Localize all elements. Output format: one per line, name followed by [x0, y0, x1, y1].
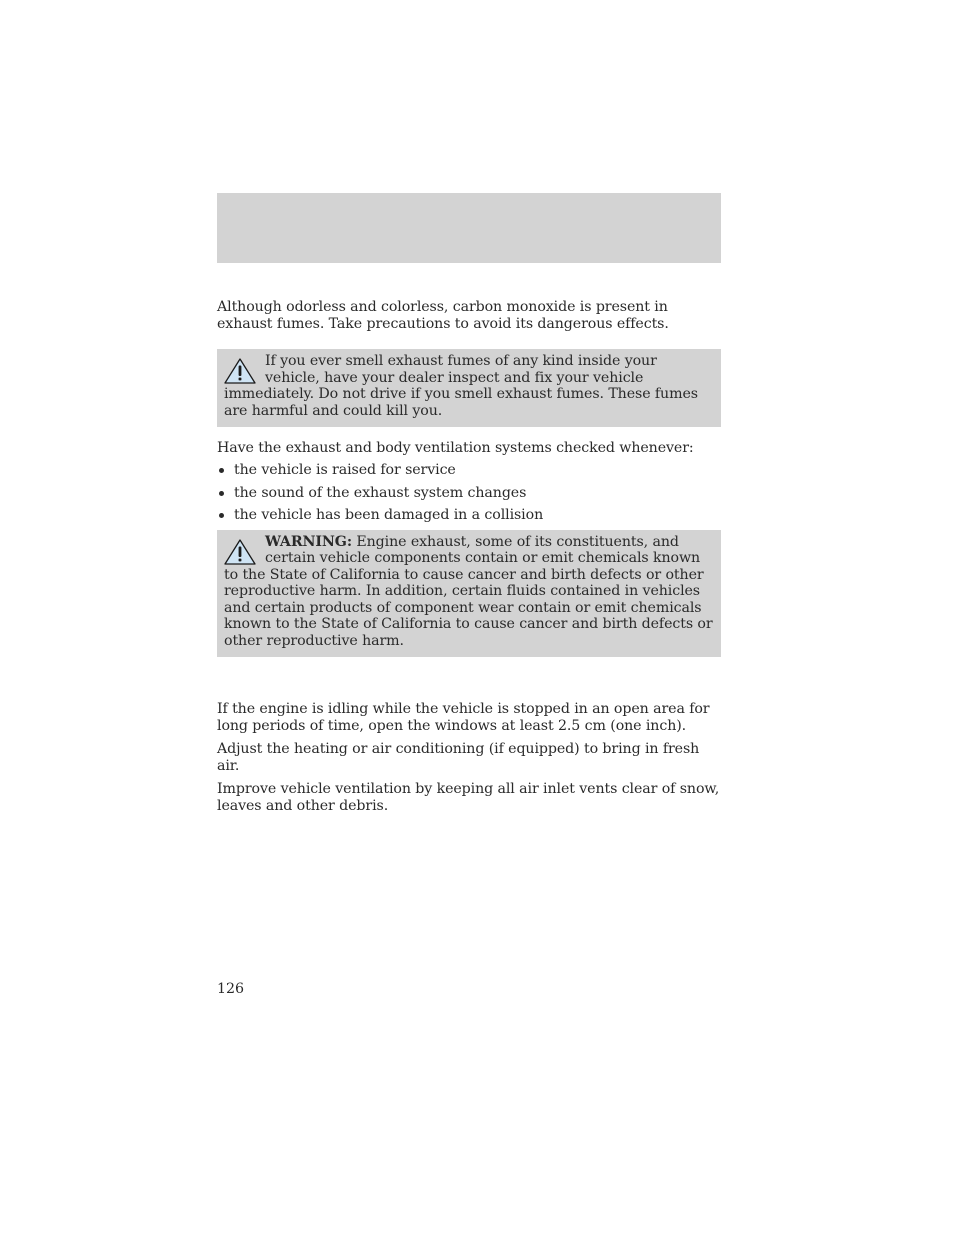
list-item-text: the vehicle has been damaged in a collision — [234, 507, 544, 523]
check-conditions-list — [217, 462, 721, 524]
exhaust-fumes-warning-text: If you ever smell exhaust fumes of any kind inside your vehicle, have your dealer inspect and fix your vehicle immediately. Do not drive if you smell exhaust fumes. These fumes are harmful and could kill you. — [224, 353, 698, 419]
page-content — [217, 299, 721, 815]
intro-paragraph: Although odorless and colorless, carbon monoxide is present in exhaust fumes. Take precautions to avoid its dangerous effects. — [217, 299, 669, 332]
section-header-band — [217, 193, 721, 263]
idling-paragraph: If the engine is idling while the vehicle is stopped in an open area for long periods of time, open the windows at least 2.5 cm (one inch). — [217, 701, 710, 734]
list-item-text: the vehicle is raised for service — [234, 462, 456, 478]
bullet-icon — [219, 513, 224, 518]
warning-triangle-icon — [223, 357, 257, 385]
warning-triangle-icon — [223, 538, 257, 566]
list-item — [217, 485, 721, 502]
exhaust-fumes-warning-box — [217, 349, 721, 427]
ventilation-paragraph: Improve vehicle ventilation by keeping all air inlet vents clear of snow, leaves and other debris. — [217, 781, 720, 814]
warning-label: WARNING: — [265, 533, 352, 550]
fresh-air-paragraph: Adjust the heating or air conditioning (if equipped) to bring in fresh air. — [217, 741, 700, 774]
check-intro-text: Have the exhaust and body ventilation systems checked whenever: — [217, 440, 694, 456]
california-warning-box — [217, 530, 721, 658]
california-warning-text: Engine exhaust, some of its constituents, and certain vehicle components contain or emit chemicals known to the State of California to cause cancer and birth defects or other reproductive harm. In addition, certain fluids contained in vehicles and certain products of component wear contain or emit chemicals known to the State of California to cause cancer and birth defects or other reproductive harm. — [224, 533, 713, 649]
bullet-icon — [219, 468, 224, 473]
list-item — [217, 462, 721, 479]
list-item — [217, 507, 721, 524]
page-number: 126 — [217, 981, 245, 997]
list-item-text: the sound of the exhaust system changes — [234, 484, 527, 501]
bullet-icon — [219, 491, 224, 496]
